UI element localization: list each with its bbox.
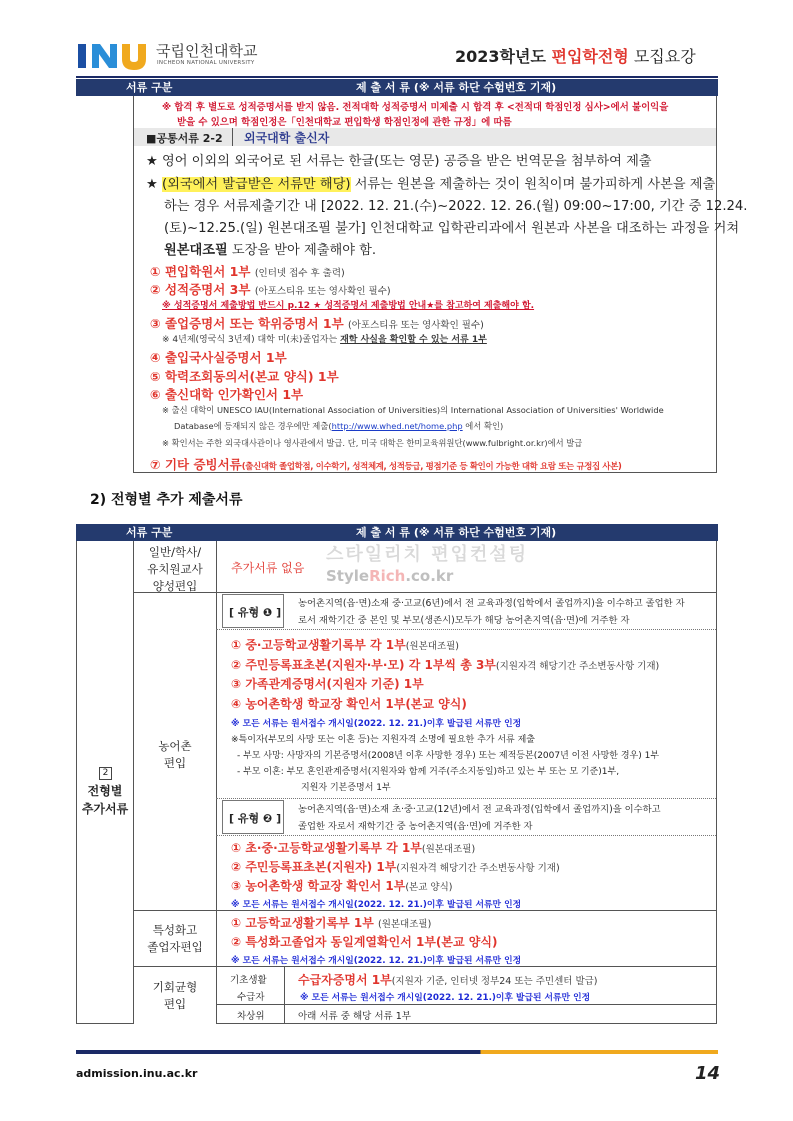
table1-left-border — [133, 96, 134, 473]
t2-bottom-right — [216, 1023, 717, 1024]
row-equal-l1: 기회균형 — [152, 980, 198, 994]
table1-note-line1: ※ 합격 후 별도로 성적증명서를 받지 않음. 전적대학 성적증명서 미제출 시 합격 후 <전적대 학점인정 심사>에서 불이익을 — [162, 102, 669, 113]
equal-sub-divider — [284, 967, 285, 1023]
table1-header — [76, 79, 718, 96]
inu-logo — [76, 38, 148, 72]
table2-col1: 서류 구분 — [126, 526, 173, 539]
equal-sub1-l1: 기초생활 — [230, 975, 267, 986]
header-rule — [76, 76, 718, 78]
rural-t1-note2: - 부모 사망: 사망자의 기본증명서(2008년 이후 사망한 경우) 또는 제적등본(2007년 이전 사망한 경우) 1부 — [237, 751, 660, 761]
rural-type2-top-divider — [216, 798, 716, 799]
side-label-line1: 전형별 — [87, 784, 123, 798]
doc-item-6: ⑥ 출신대학 인가확인서 1부 — [150, 387, 304, 402]
university-name: 국립인천대학교 — [156, 42, 258, 60]
table1-right-border — [716, 96, 717, 473]
star-note-original-line1: ★ (외국에서 발급받은 서류만 해당) 서류는 원본을 제출하는 것이 원칙이며 불가피하게 사본을 제출 — [146, 177, 716, 192]
rural-type2-divider — [216, 835, 716, 836]
star-note-translation: ★ 영어 이외의 외국어로 된 서류는 한글(또는 영문) 공증을 받은 번역문을 첨부하여 제출 — [146, 154, 652, 169]
doc-item-7: ⑦ 기타 증빙서류(출신대학 졸업학점, 이수학기, 성적체계, 성적등급, 평점기준 등 확인이 가능한 대학 요람 또는 규정집 사본) — [150, 457, 622, 472]
doc-item-6-note3: ※ 확인서는 주한 외국대사관이나 영사관에서 발급. 단, 미국 대학은 한미교육위원단(www.fulbright.or.kr)에서 발급 — [162, 438, 583, 448]
common-docs-title: 외국대학 출신자 — [244, 131, 330, 145]
table1-col2: 제 출 서 류 (※ 서류 하단 수험번호 기재) — [356, 81, 557, 94]
section2-title: 2) 전형별 추가 제출서류 — [90, 492, 243, 508]
rural-t2-item1: ① 초·중·고등학교생활기록부 각 1부(원본대조필) — [231, 841, 476, 855]
special-item2: ② 특성화고졸업자 동일계열확인서 1부(본교 양식) — [231, 935, 498, 949]
rural-type1-label: [ 유형 ❶ ] — [229, 606, 282, 619]
common-docs-divider — [232, 128, 233, 146]
star-note-original-line3: (토)~12.25.(일) 원본대조필 불가] 인천대학교 입학관리과에서 원본과 사본을 대조하는 과정을 거쳐 — [164, 221, 740, 236]
t2-row-sep-rural — [133, 910, 717, 911]
university-english-name: INCHEON NATIONAL UNIVERSITY — [157, 60, 255, 66]
row-general-l1: 일반/학사/ — [148, 545, 202, 559]
doc-item-1: ① 편입학원서 1부 (인터넷 접수 후 출력) — [150, 264, 345, 279]
doc-item-5: ⑤ 학력조회동의서(본교 양식) 1부 — [150, 369, 339, 384]
doc-item-2-note: ※ 성적증명서 제출방법 반드시 p.12 ★ 성적증명서 제출방법 안내★를 참고하여 제출해야 함. — [162, 301, 535, 311]
doc-item-2: ② 성적증명서 3부 (아포스티유 또는 영사확인 필수) — [150, 282, 391, 297]
rural-type1-desc1: 농어촌지역(읍·면)소재 중·고교(6년)에서 전 교육과정(입학에서 졸업까지)을 이수하고 졸업한 자 — [298, 598, 685, 609]
row-special-l2: 졸업자편입 — [147, 940, 203, 954]
row-general-l2: 유치원교사 — [147, 562, 203, 576]
rural-t1-item2: ② 주민등록표초본(지원자·부·모) 각 1부씩 총 3부(지원자격 해당기간 주소변동사항 기재) — [231, 658, 660, 672]
t2-row-sep-special — [133, 966, 717, 967]
watermark-korean: 스타일리치 편입컨설팅 — [326, 544, 529, 565]
highlighted-condition: (외국에서 발급받은 서류만 해당) — [162, 177, 351, 192]
doc-item-6-note1: ※ 출신 대학이 UNESCO IAU(International Association of Universities)의 International Association of Universities' Worldwide — [162, 405, 664, 415]
doc-item-6-note2: Database에 등재되지 않은 경우에만 제출(http://www.whed.net/home.php 에서 확인) — [174, 421, 504, 431]
equal-sub1-l2: 수급자 — [237, 992, 265, 1003]
special-blue-note: ※ 모든 서류는 원서접수 개시일(2022. 12. 21.)이후 발급된 서류만 인정 — [231, 956, 522, 966]
doc-item-3: ③ 졸업증명서 또는 학위증명서 1부 (아포스티유 또는 영사확인 필수) — [150, 316, 484, 331]
rural-t1-item4: ④ 농어촌학생 학교장 확인서 1부(본교 양식) — [231, 697, 467, 711]
rural-t1-item3: ③ 가족관계증명서(지원자 기준) 1부 — [231, 677, 424, 691]
rural-t1-note4: 지원자 기본증명서 1부 — [301, 783, 391, 793]
equal-sub1-item: 수급자증명서 1부(지원자 기준, 인터넷 정부24 또는 주민센터 발급) — [298, 973, 598, 987]
rural-t1-note1: ※특이자(부모의 사망 또는 이혼 등)는 지원자격 소명에 필요한 추가 서류 제출 — [231, 735, 535, 745]
rural-t2-item2: ② 주민등록표초본(지원자) 1부(지원자격 해당기간 주소변동사항 기재) — [231, 860, 560, 874]
special-item1: ① 고등학교생활기록부 1부 (원본대조필) — [231, 916, 432, 930]
row-rural-l1: 농어촌 — [158, 739, 192, 753]
side-label-line2: 추가서류 — [81, 802, 129, 816]
page-number: 14 — [695, 1063, 721, 1084]
table1-note-line2: 받을 수 있으며 학점인정은「인천대학교 편입학생 학점인정에 관한 규정」에 따름 — [177, 117, 512, 128]
row-general-l3: 양성편입 — [152, 579, 198, 593]
common-docs-label: ■공통서류 2-2 — [146, 132, 223, 145]
footer-bar — [76, 1050, 718, 1054]
table1-col1: 서류 구분 — [126, 81, 173, 94]
row-general-text: 추가서류 없음 — [231, 561, 305, 575]
rural-type2-desc2: 졸업한 자로서 재학기간 중 농어촌지역(읍·면)에 거주한 자 — [298, 821, 533, 832]
equal-sub1-blue-note: ※ 모든 서류는 원서접수 개시일(2022. 12. 21.)이후 발급된 서류만 인정 — [300, 993, 591, 1003]
document-title: 2023학년도 편입학전형 모집요강 — [455, 47, 696, 66]
section-number-box: 2 — [99, 767, 112, 780]
star-note-original-line4: 원본대조필 도장을 받아 제출해야 함. — [164, 243, 377, 258]
whed-link[interactable]: http://www.whed.net/home.php — [331, 421, 463, 431]
rural-t1-item1: ① 중·고등학교생활기록부 각 1부(원본대조필) — [231, 638, 460, 652]
equal-sub-row-line — [216, 1004, 717, 1005]
equal-sub2-text: 아래 서류 중 해당 서류 1부 — [298, 1011, 411, 1022]
rural-t1-blue-note: ※ 모든 서류는 원서접수 개시일(2022. 12. 21.)이후 발급된 서류만 인정 — [231, 719, 522, 729]
rural-type1-desc2: 로서 재학기간 중 본인 및 부모(생존시)모두가 해당 농어촌지역(읍·면)에 거주한 자 — [298, 615, 630, 626]
doc-item-3-note: ※ 4년제(영국식 3년제) 대학 미(未)졸업자는 재학 사실을 확인할 수 있는 서류 1부 — [162, 335, 487, 345]
star-note-original-line2: 하는 경우 서류제출기간 내 [2022. 12. 21.(수)~2022. 12. 26.(월) 09:00~17:00, 기간 중 12.24. — [164, 199, 748, 214]
doc-item-4: ④ 출입국사실증명서 1부 — [150, 350, 287, 365]
rural-t2-blue-note: ※ 모든 서류는 원서접수 개시일(2022. 12. 21.)이후 발급된 서류만 인정 — [231, 900, 522, 910]
watermark-site: StyleRich.co.kr — [326, 567, 454, 585]
t2-bottom-left — [76, 1023, 134, 1024]
rural-type1-divider — [216, 629, 716, 630]
t2-row-sep-general — [133, 592, 717, 593]
row-special-l1: 특성화고 — [152, 923, 198, 937]
row-equal-l2: 편입 — [163, 997, 187, 1011]
table2-col2: 제 출 서 류 (※ 서류 하단 수험번호 기재) — [356, 526, 557, 539]
rural-t2-item3: ③ 농어촌학생 학교장 확인서 1부(본교 양식) — [231, 879, 453, 893]
table2-header — [76, 524, 718, 541]
rural-type2-label: [ 유형 ❷ ] — [229, 812, 282, 825]
rural-t1-note3: - 부모 이혼: 부모 혼인관계증명서(지원자와 함께 거주(주소지동일)하고 있는 부 또는 모 기준)1부, — [237, 767, 620, 777]
footer-url: admission.inu.ac.kr — [76, 1067, 198, 1080]
rural-type2-desc1: 농어촌지역(읍·면)소재 초·중·고교(12년)에서 전 교육과정(입학에서 졸업까지)을 이수하고 — [298, 804, 661, 815]
t2-border-right — [716, 541, 717, 1024]
row-rural-l2: 편입 — [163, 756, 187, 770]
equal-sub2: 차상위 — [237, 1011, 265, 1022]
